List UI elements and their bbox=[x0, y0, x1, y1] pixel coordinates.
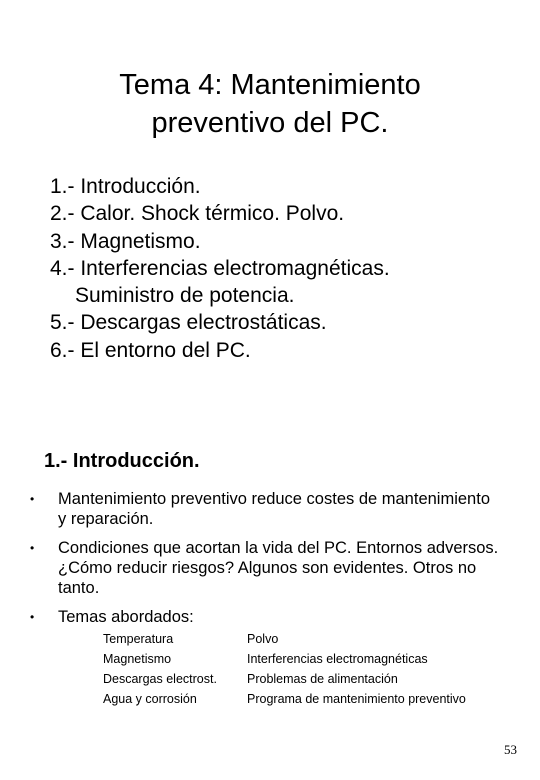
topic-item: Interferencias electromagnéticas bbox=[247, 652, 428, 666]
toc-item-3: 3.- Magnetismo. bbox=[50, 229, 201, 253]
topic-item: Magnetismo bbox=[103, 652, 172, 666]
toc-item-4-continuation: Suministro de potencia. bbox=[75, 284, 295, 308]
bullet-text: Mantenimiento preventivo reduce costes de mantenimiento y reparación. bbox=[58, 490, 490, 528]
topics-grid bbox=[103, 629, 466, 709]
topic-item: Temperatura bbox=[103, 632, 174, 646]
bullet-text: Temas abordados: bbox=[58, 608, 194, 626]
bullet-item bbox=[30, 607, 500, 627]
topic-item: Problemas de alimentación bbox=[247, 672, 398, 686]
bullet-marker: • bbox=[30, 541, 35, 555]
topic-item: Polvo bbox=[247, 632, 279, 646]
topic-item: Programa de mantenimiento preventivo bbox=[247, 692, 466, 706]
section-heading: 1.- Introducción. bbox=[44, 450, 200, 472]
bullet-list bbox=[30, 489, 500, 636]
toc-item-1: 1.- Introducción. bbox=[50, 175, 201, 198]
page-title bbox=[0, 66, 540, 142]
toc-item-4: 4.- Interferencias electromagnéticas. bbox=[50, 256, 390, 280]
table-of-contents bbox=[50, 173, 390, 364]
bullet-marker: • bbox=[30, 610, 35, 624]
title-line-1: Tema 4: Mantenimiento bbox=[119, 69, 421, 101]
topic-item: Agua y corrosión bbox=[103, 692, 197, 706]
toc-item-2: 2.- Calor. Shock térmico. Polvo. bbox=[50, 202, 345, 226]
toc-item-5: 5.- Descargas electrostáticas. bbox=[50, 311, 327, 335]
bullet-item bbox=[30, 538, 500, 598]
bullet-item bbox=[30, 489, 500, 529]
page-number: 53 bbox=[504, 742, 517, 757]
bullet-text: Condiciones que acortan la vida del PC. Entornos adversos. ¿Cómo reducir riesgos? Algunos son evidentes. Otros no tanto. bbox=[58, 539, 499, 597]
topic-item: Descargas electrost. bbox=[103, 672, 217, 686]
title-line-2: preventivo del PC. bbox=[151, 107, 389, 139]
bullet-marker: • bbox=[30, 492, 35, 506]
toc-item-6: 6.- El entorno del PC. bbox=[50, 338, 251, 362]
